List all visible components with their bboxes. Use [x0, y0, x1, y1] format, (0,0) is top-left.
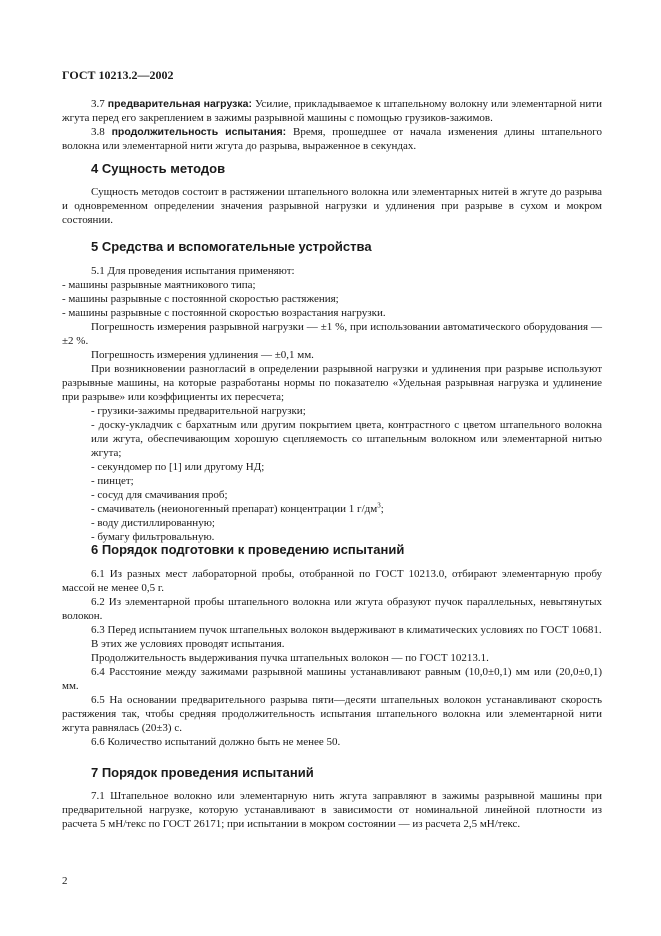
list-item: - бумагу фильтровальную.	[91, 531, 215, 543]
section-6-body	[62, 567, 602, 749]
definition-text: Усилие, прикладываемое к штапельному волокну или элементарной нити жгута перед его закреплением в зажимы разрывной машины с помощью грузиков-зажимов.	[62, 98, 602, 124]
list-item	[62, 502, 602, 516]
list-item: - грузики-зажимы предварительной нагрузки;	[91, 405, 306, 417]
paragraph: 6.3 Перед испытанием пучок штапельных волокон выдерживают в климатических условиях по ГОСТ 10681.	[91, 624, 602, 636]
list-item: - воду дистиллированную;	[91, 517, 215, 529]
clause-number: 3.7	[91, 98, 105, 110]
paragraph: При возникновении разногласий в определении разрывной нагрузки и удлинения при разрыве используют разрывные машины, на которые разработаны нормы по показателю «Удельная разрывная нагрузка и удлинение при разрыве» или коэффициенты их пересчета;	[62, 363, 602, 403]
section-4-heading: 4 Сущность методов	[91, 161, 226, 176]
paragraph: 6.1 Из разных мест лабораторной пробы, отобранной по ГОСТ 10213.0, отбирают элементарную пробу массой не менее 0,5 г.	[62, 568, 602, 594]
section-5-heading: 5 Средства и вспомогательные устройства	[91, 239, 372, 254]
paragraph: 5.1 Для проведения испытания применяют:	[91, 265, 295, 277]
definition-text: Время, прошедшее от начала изменения длины штапельного волокна или элементарной нити жгута до разрыва, выраженное в секундах.	[62, 126, 603, 152]
list-item: - доску-укладчик с бархатным или другим покрытием цвета, контрастного с цветом штапельного волокна или жгута, обеспечивающим хорошую сцепляемость со штапельным волокном или элементарной нитью жгута;	[91, 419, 602, 459]
paragraph: 6.6 Количество испытаний должно быть не менее 50.	[91, 736, 341, 748]
section-6-heading: 6 Порядок подготовки к проведению испытаний	[91, 542, 405, 557]
term-test-duration: продолжительность испытания:	[111, 126, 287, 138]
section-7-body	[62, 789, 602, 831]
list-item-text: - смачиватель (неионогенный препарат) концентрации 1 г/дм	[91, 503, 378, 515]
paragraph: Погрешность измерения разрывной нагрузки — ±1 %, при использовании автоматического оборудования — ±2 %.	[62, 321, 602, 347]
list-item: - машины разрывные с постоянной скоростью растяжения;	[62, 293, 339, 305]
list-item: - секундомер по [1] или другому НД;	[91, 461, 265, 473]
clause-number: 3.8	[91, 126, 105, 138]
page-number: 2	[62, 875, 68, 887]
paragraph: В этих же условиях проводят испытания.	[91, 638, 285, 650]
document-header: ГОСТ 10213.2—2002	[62, 68, 174, 82]
paragraph: Сущность методов состоит в растяжении штапельного волокна или элементарных нитей в жгуте до разрыва и одновременном определении значения разрывной нагрузки и удлинения при разрыве в сухом и мокром состоянии.	[62, 186, 602, 226]
list-item: - сосуд для смачивания проб;	[91, 489, 228, 501]
paragraph: 6.4 Расстояние между зажимами разрывной машины устанавливают равным (10,0±0,1) мм или (20,0±0,1) мм.	[62, 666, 602, 692]
paragraph: Погрешность измерения удлинения — ±0,1 мм.	[91, 349, 314, 361]
clause-3-8	[62, 125, 602, 153]
paragraph: 6.5 На основании предварительного разрыва пяти—десяти штапельных волокон устанавливают скорость растяжения так, чтобы средняя продолжительность испытания штапельного волокна или элементарной нити жгута равнялась (20±3) с.	[62, 694, 602, 734]
section-5-body	[62, 264, 602, 544]
section-4-body	[62, 185, 602, 227]
list-item: - машины разрывные маятникового типа;	[62, 279, 256, 291]
list-item-tail: ;	[380, 503, 384, 515]
paragraph: Продолжительность выдерживания пучка штапельных волокон — по ГОСТ 10213.1.	[91, 652, 489, 664]
section-7-heading: 7 Порядок проведения испытаний	[91, 765, 314, 780]
superscript: 3	[377, 501, 381, 510]
list-item: - машины разрывные с постоянной скоростью возрастания нагрузки.	[62, 307, 386, 319]
list-item: - пинцет;	[91, 475, 134, 487]
paragraph: 6.2 Из элементарной пробы штапельного волокна или жгута образуют пучок параллельных, невытянутых волокон.	[62, 596, 602, 622]
term-preload: предварительная нагрузка:	[107, 98, 252, 110]
paragraph: 7.1 Штапельное волокно или элементарную нить жгута заправляют в зажимы разрывной машины при предварительной нагрузке, которую устанавливают в зависимости от номинальной линейной плотности из расчета 5 мН/текс по ГОСТ 26171; при испытании в мокром состоянии — из расчета 2,5 мН/текс.	[62, 790, 602, 830]
clause-3-7	[62, 97, 602, 125]
